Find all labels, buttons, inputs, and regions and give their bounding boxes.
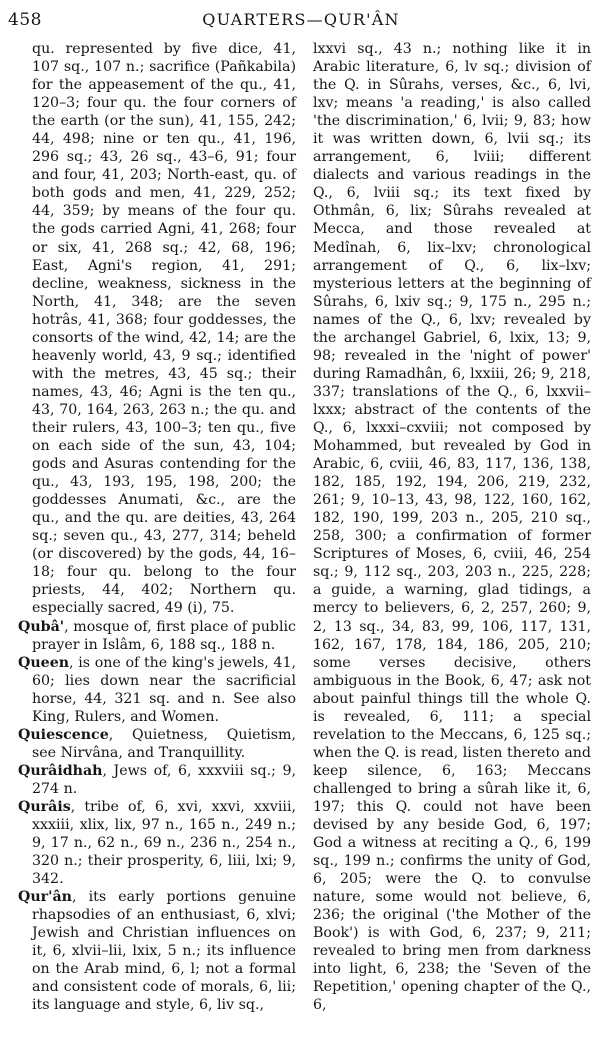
index-entry-quran — [18, 888, 296, 1014]
entry-text-quba: , mosque of, first place of public prayer in Islâm, 6, 188 sq., 188 n. — [32, 618, 296, 653]
index-entry-quiescence — [18, 726, 296, 762]
entry-text-quran: , its early portions genuine rhapsodies of an enthusiast, 6, xlvi; Jewish and Christian influences on it, 6, xlvii–lii, lxix, 5 n.; its influence on the Arab mind, 6, l; not a formal and consistent code of morals, 6, lii; its language and style, 6, liv sq., — [32, 889, 296, 1014]
headword-quran: Qur'ân — [18, 889, 72, 906]
entry-text-quiescence: , Quietness, Quietism, see Nirvâna, and Tranquillity. — [32, 726, 296, 761]
index-entry-quarters-continued: qu. represented by five dice, 41, 107 sq., 107 n.; sacrifice (Pañkabila) for the appeasement of the qu., 41, 120–3; four qu. the four corners of the earth (or the sun), 41, 155, 242; 44, 498; nine or ten qu., 41, 196, 296 sq.; 43, 26 sq., 43–6, 91; four and four, 41, 203; North-east, qu. of both gods and men, 41, 229, 252; 44, 359; by means of the four qu. the gods carried Agni, 41, 268; four or six, 41, 268 sq.; 42, 68, 196; East, Agni's region, 41, 291; decline, weakness, sickness in the North, 41, 348; are the seven hotrâs, 41, 368; four goddesses, the consorts of the wind, 42, 14; are the heavenly world, 43, 9 sq.; identified with the metres, 43, 45 sq.; their names, 43, 46; Agni is the ten qu., 43, 70, 164, 263, 263 n.; the qu. and their rulers, 43, 100–3; ten qu., five on each side of the sun, 43, 104; gods and Asuras contending for the qu., 43, 193, 195, 198, 200; the goddesses Anumati, &c., are the qu., and the qu. are deities, 43, 264 sq.; seven qu., 43, 277, 314; beheld (or discovered) by the gods, 44, 16–18; four qu. belong to the four priests, 44, 402; Northern qu. especially sacred, 49 (i), 75. — [32, 41, 296, 617]
entry-text-qurais: , tribe of, 6, xvi, xxvi, xxviii, xxxiii, xlix, lix, 97 n., 165 n., 249 n.; 9, 17 n., 62 n., 69 n., 236 n., 254 n., 320 n.; their prosperity, 6, liii, lxi; 9, 342. — [32, 798, 296, 888]
headword-quraidhah: Qurâidhah — [18, 762, 103, 779]
headword-qurais: Qurâis — [18, 798, 71, 815]
page-number: 458 — [8, 10, 42, 30]
index-entry-queen — [18, 654, 296, 726]
index-entry-quran-continued: lxxvi sq., 43 n.; nothing like it in Arabic literature, 6, lv sq.; division of the Q. in Sûrahs, verses, &c., 6, lvi, lxv; means 'a reading,' is also called 'the discrimination,' 6, lvii; 9, 83; how it was written down, 6, lvii sq.; its arrangement, 6, lviii; different dialects and various readings in the Q., 6, lviii sq.; its text fixed by Othmân, 6, lix; Sûrahs revealed at Mecca, and those revealed at Medînah, 6, lix–lxv; chronological arrangement of Q., 6, lix–lxv; mysterious letters at the beginning of Sûrahs, 6, lxiv sq.; 9, 175 n., 295 n.; names of the Q., 6, lxv; revealed by the archangel Gabriel, 6, lxix, 13; 9, 98; revealed in the 'night of power' during Ramadhân, 6, lxxiii, 26; 9, 218, 337; translations of the Q., 6, lxxvii–lxxx; abstract of the contents of the Q., 6, lxxxi–cxviii; not composed by Mohammed, but revealed by God in Arabic, 6, cviii, 46, 83, 117, 136, 138, 182, 185, 192, 194, 206, 219, 232, 261; 9, 10–13, 43, 98, 122, 160, 162, 182, 190, 199, 203 n., 205, 210 sq., 258, 300; a confirmation of former Scriptures of Moses, 6, cviii, 46, 254 sq.; 9, 112 sq., 203, 203 n., 225, 228; a guide, a warning, glad tidings, a mercy to believers, 6, 2, 257, 260; 9, 2, 13 sq., 34, 83, 99, 106, 117, 131, 162, 167, 178, 184, 186, 205, 210; some verses decisive, others ambiguous in the Book, 6, 47; ask not about painful things till the whole Q. is revealed, 6, 111; a special revelation to the Meccans, 6, 125 sq.; when the Q. is read, listen thereto and keep silence, 6, 163; Meccans challenged to bring a sûrah like it, 6, 197; this Q. could not have been devised by any beside God, 6, 197; God a witness at reciting a Q., 6, 199 sq., 199 n.; confirms the unity of God, 6, 205; were the Q. to convulse nature, some would not believe, 6, 236; the original ('the Mother of the Book') is with God, 6, 237; 9, 211; revealed to bring men from darkness into light, 6, 238; the 'Seven of the Repetition,' opening chapter of the Q., 6, — [313, 41, 591, 1014]
index-entry-quba — [18, 618, 296, 654]
index-entry-qurais — [18, 798, 296, 888]
right-column — [313, 40, 591, 1015]
entry-text-quraidhah: , Jews of, 6, xxxviii sq.; 9, 274 n. — [32, 762, 296, 797]
index-entry-quraidhah — [18, 762, 296, 798]
headword-queen: Queen — [18, 654, 70, 671]
headword-quba: Qubâ' — [18, 618, 65, 635]
headword-quiescence: Quiescence — [18, 726, 109, 743]
left-column — [18, 40, 296, 1015]
entry-text-queen: , is one of the king's jewels, 41, 60; lies down near the sacrificial horse, 44, 321 sq. and n. See also King, Rulers, and Women. — [32, 654, 296, 725]
running-head: QUARTERS—QUR'ÂN — [202, 10, 400, 29]
page-header — [8, 8, 594, 36]
